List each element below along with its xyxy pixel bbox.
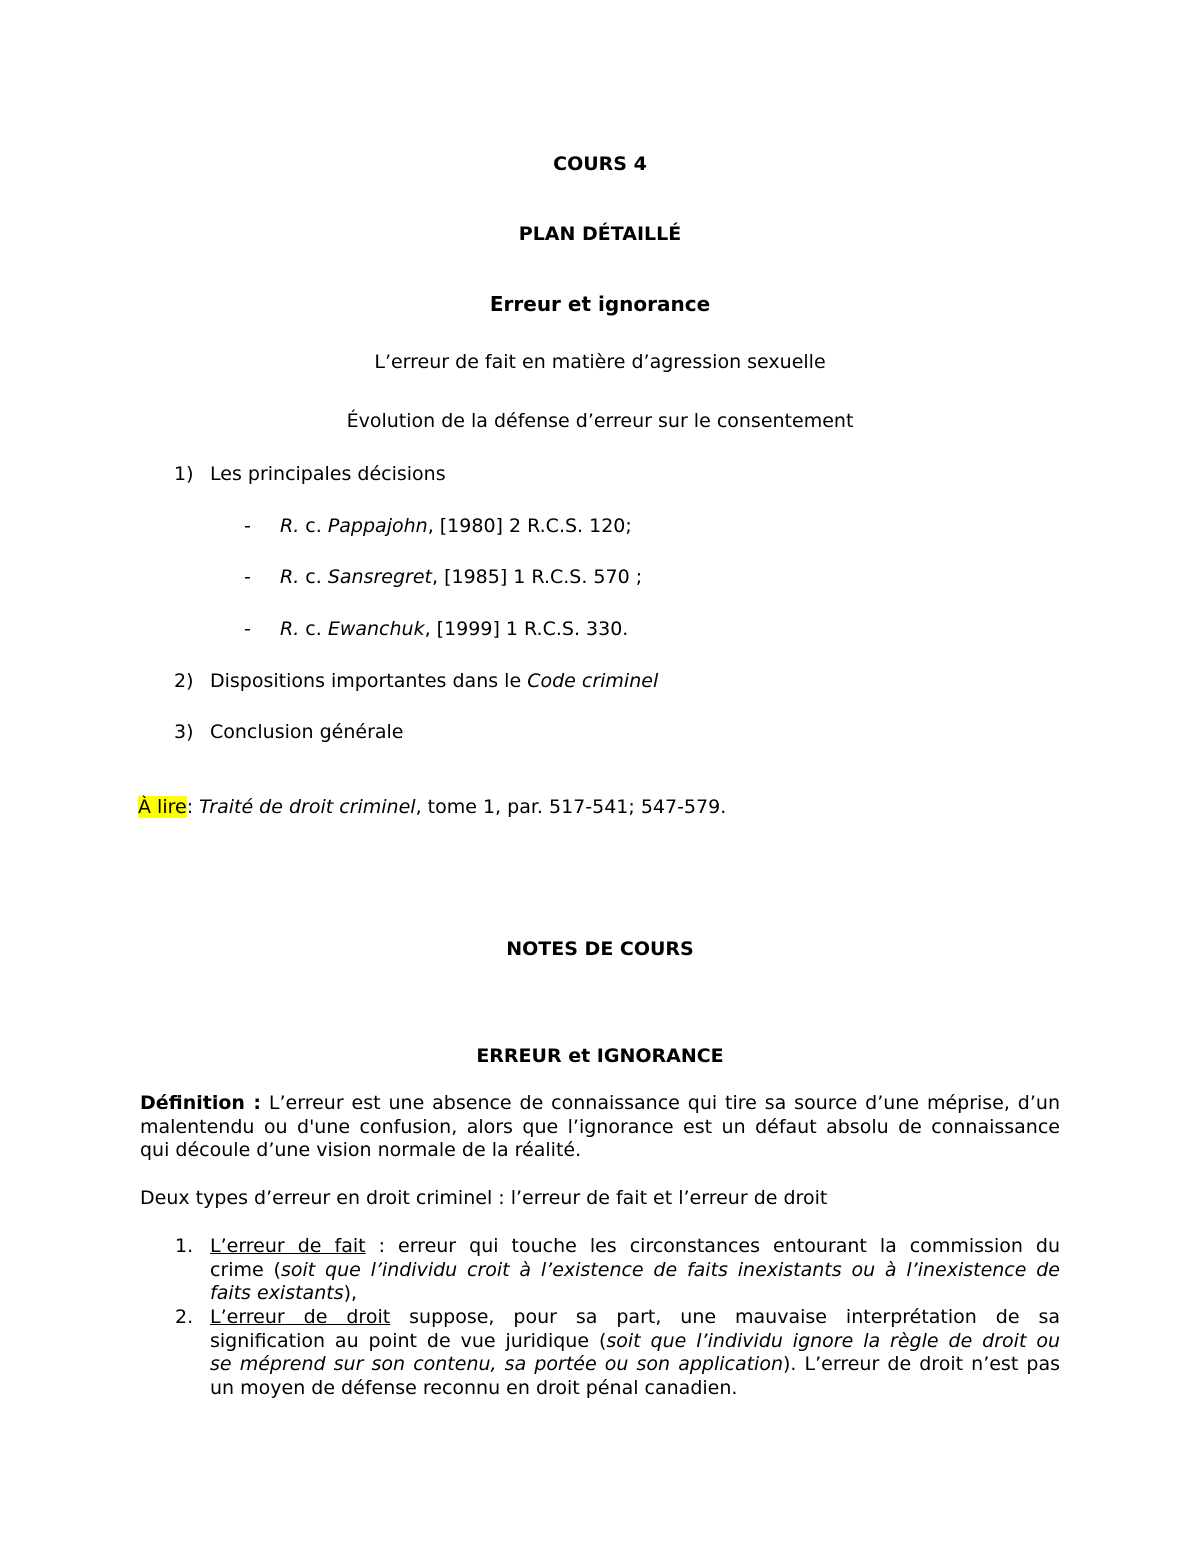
section-heading: ERREUR et IGNORANCE: [476, 1045, 724, 1067]
plan-item-number: 2): [174, 670, 194, 692]
list-item-italic: se méprend sur son contenu, sa portée ou son application: [210, 1353, 783, 1375]
list-item-italic: soit que l’individu croit à l’existence de faits inexistants ou à l’inexistence de: [280, 1258, 1061, 1281]
plan-item-1: [174, 463, 446, 485]
plan-item-number: 3): [174, 721, 194, 743]
case-c: c.: [299, 618, 328, 640]
case-citation: , [1999] 1 R.C.S. 330.: [424, 618, 629, 640]
case-dash: -: [244, 566, 251, 588]
plan-item-3: [174, 721, 404, 743]
list-item-text: un moyen de défense reconnu en droit pénal canadien.: [210, 1376, 738, 1399]
topic-heading: Erreur et ignorance: [489, 292, 711, 316]
case-item: [244, 515, 632, 537]
reading-label-highlight: À lire: [138, 796, 187, 818]
case-citation: , [1985] 1 R.C.S. 570 ;: [432, 566, 643, 588]
plan-item-2: [174, 670, 659, 692]
case-r: R.: [280, 618, 300, 640]
error-types-sentence: Deux types d’erreur en droit criminel : l’erreur de fait et l’erreur de droit: [140, 1187, 828, 1209]
case-item: [244, 566, 643, 588]
list-item-text: signification au point de vue juridique (: [210, 1329, 607, 1352]
reading-line: [138, 796, 726, 818]
list-item-text: : erreur qui touche les circonstances entourant la commission du: [365, 1235, 1061, 1257]
case-c: c.: [299, 515, 328, 537]
term-law-error: L’erreur de droit: [210, 1306, 391, 1328]
list-item-fact-error: [210, 1235, 1060, 1306]
evolution-heading: Évolution de la défense d’erreur sur le consentement: [346, 410, 854, 432]
list-item-italic: faits existants: [210, 1282, 344, 1304]
list-item-text: ). L’erreur de droit n’est pas: [783, 1353, 1060, 1375]
subtopic-heading: L’erreur de fait en matière d’agression sexuelle: [374, 351, 826, 373]
definition-text: qui découle d’une vision normale de la réalité.: [140, 1139, 582, 1161]
code-criminel-title: Code criminel: [527, 670, 659, 692]
definition-paragraph: [140, 1092, 1060, 1163]
case-r: R.: [280, 566, 300, 588]
list-number: 2.: [175, 1306, 194, 1328]
course-number: COURS 4: [553, 153, 647, 175]
case-item: [244, 618, 629, 640]
reading-title: Traité de droit criminel: [199, 796, 416, 818]
definition-text: L’erreur est une absence de connaissance qui tire sa source d’une méprise, d’un: [261, 1092, 1060, 1114]
reading-reference: , tome 1, par. 517-541; 547-579.: [415, 796, 727, 818]
definition-label: Définition :: [140, 1092, 262, 1114]
case-dash: -: [244, 618, 251, 640]
case-name: Pappajohn: [327, 515, 428, 537]
term-fact-error: L’erreur de fait: [210, 1235, 366, 1257]
notes-title: NOTES DE COURS: [506, 938, 694, 960]
plan-item-label: Les principales décisions: [210, 463, 446, 485]
plan-item-label: Dispositions importantes dans le: [210, 670, 528, 692]
list-item-law-error: [210, 1306, 1060, 1400]
list-item-text: crime (: [210, 1258, 281, 1281]
list-number: 1.: [175, 1235, 194, 1257]
case-citation: , [1980] 2 R.C.S. 120;: [427, 515, 632, 537]
definition-text: malentendu ou d'une confusion, alors que l’ignorance est un défaut absolu de connaissance: [140, 1115, 1060, 1138]
case-r: R.: [280, 515, 300, 537]
case-name: Ewanchuk: [327, 618, 425, 640]
plan-item-number: 1): [174, 463, 194, 485]
case-name: Sansregret: [327, 566, 432, 588]
reading-colon: :: [186, 796, 200, 818]
plan-item-label: Conclusion générale: [210, 721, 404, 743]
list-item-text: suppose, pour sa part, une mauvaise interprétation de sa: [390, 1306, 1061, 1328]
list-item-italic: soit que l’individu ignore la règle de droit ou: [606, 1329, 1060, 1352]
plan-title: PLAN DÉTAILLÉ: [518, 223, 682, 245]
case-c: c.: [299, 566, 328, 588]
list-item-text: ),: [343, 1282, 358, 1304]
case-dash: -: [244, 515, 251, 537]
